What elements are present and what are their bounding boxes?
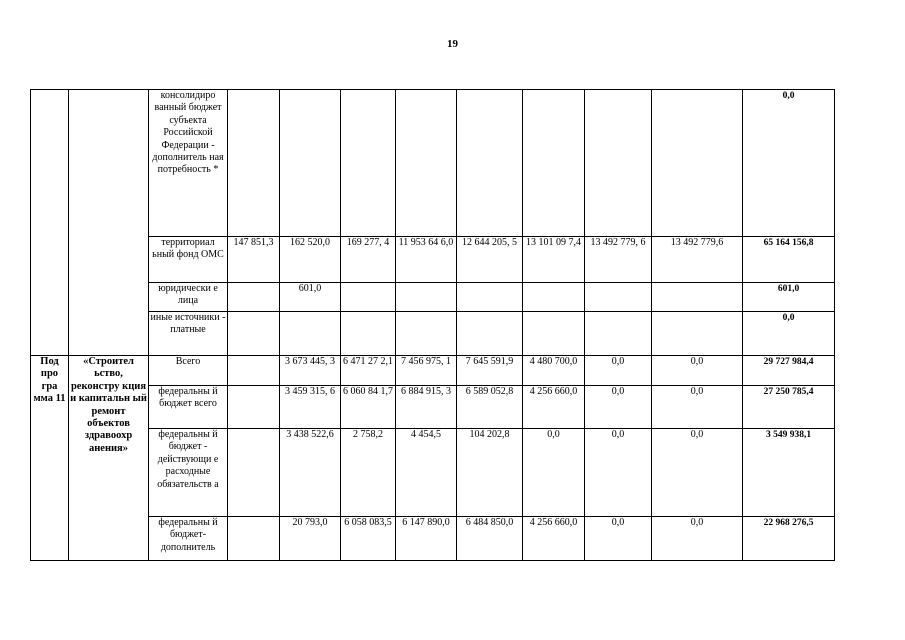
value-cell bbox=[228, 312, 280, 356]
value-cell: 6 058 083,5 bbox=[341, 517, 396, 561]
value-cell: 11 953 64 6,0 bbox=[396, 237, 457, 283]
value-cell: 601,0 bbox=[280, 283, 341, 312]
value-cell bbox=[228, 90, 280, 237]
value-cell bbox=[396, 90, 457, 237]
source-cell: консолидиро ванный бюджет субъекта Российской Федерации - дополнитель ная потребность * bbox=[149, 90, 228, 237]
value-cell bbox=[585, 283, 652, 312]
table-row bbox=[31, 517, 835, 561]
table-row bbox=[31, 283, 835, 312]
value-cell: 0,0 bbox=[652, 429, 743, 517]
value-cell: 0,0 bbox=[585, 356, 652, 386]
value-cell: 0,0 bbox=[652, 356, 743, 386]
subprogram-label: Под про гра мма 11 bbox=[31, 356, 69, 561]
budget-table bbox=[30, 89, 835, 561]
total-cell: 65 164 156,8 bbox=[743, 237, 835, 283]
program-name-cell-empty bbox=[69, 90, 149, 356]
value-cell bbox=[228, 386, 280, 429]
value-cell bbox=[341, 312, 396, 356]
subprogram-name: «Строител ьство, реконстру кция и капитальн ый ремонт объектов здравоохр анения» bbox=[69, 356, 149, 561]
value-cell bbox=[228, 429, 280, 517]
total-cell: 27 250 785,4 bbox=[743, 386, 835, 429]
value-cell bbox=[228, 517, 280, 561]
source-cell: Всего bbox=[149, 356, 228, 386]
source-cell: федеральны й бюджет - действующи е расходные обязательств а bbox=[149, 429, 228, 517]
value-cell bbox=[457, 283, 523, 312]
value-cell: 6 884 915, 3 bbox=[396, 386, 457, 429]
source-cell: федеральны й бюджет всего bbox=[149, 386, 228, 429]
value-cell: 4 256 660,0 bbox=[523, 386, 585, 429]
table-row bbox=[31, 90, 835, 237]
value-cell bbox=[652, 312, 743, 356]
total-cell: 22 968 276,5 bbox=[743, 517, 835, 561]
value-cell bbox=[523, 90, 585, 237]
value-cell: 4 454,5 bbox=[396, 429, 457, 517]
value-cell: 169 277, 4 bbox=[341, 237, 396, 283]
value-cell: 4 480 700,0 bbox=[523, 356, 585, 386]
value-cell: 0,0 bbox=[652, 517, 743, 561]
value-cell: 13 492 779,6 bbox=[652, 237, 743, 283]
value-cell bbox=[652, 90, 743, 237]
table-row bbox=[31, 386, 835, 429]
total-cell: 0,0 bbox=[743, 90, 835, 237]
value-cell bbox=[341, 90, 396, 237]
source-cell: иные источники - платные bbox=[149, 312, 228, 356]
value-cell: 7 645 591,9 bbox=[457, 356, 523, 386]
value-cell: 3 673 445, 3 bbox=[280, 356, 341, 386]
source-cell: федеральны й бюджет- дополнитель bbox=[149, 517, 228, 561]
value-cell: 2 758,2 bbox=[341, 429, 396, 517]
value-cell: 20 793,0 bbox=[280, 517, 341, 561]
source-cell: территориал ьный фонд ОМС bbox=[149, 237, 228, 283]
value-cell bbox=[585, 312, 652, 356]
total-cell: 0,0 bbox=[743, 312, 835, 356]
total-cell: 601,0 bbox=[743, 283, 835, 312]
value-cell bbox=[341, 283, 396, 312]
value-cell: 162 520,0 bbox=[280, 237, 341, 283]
total-cell: 29 727 984,4 bbox=[743, 356, 835, 386]
value-cell: 6 060 84 1,7 bbox=[341, 386, 396, 429]
value-cell bbox=[228, 356, 280, 386]
value-cell: 6 589 052,8 bbox=[457, 386, 523, 429]
value-cell bbox=[396, 312, 457, 356]
total-cell: 3 549 938,1 bbox=[743, 429, 835, 517]
value-cell: 13 101 09 7,4 bbox=[523, 237, 585, 283]
source-cell: юридически е лица bbox=[149, 283, 228, 312]
value-cell: 3 459 315, 6 bbox=[280, 386, 341, 429]
table-row bbox=[31, 429, 835, 517]
table-row bbox=[31, 237, 835, 283]
value-cell: 0,0 bbox=[585, 429, 652, 517]
value-cell: 147 851,3 bbox=[228, 237, 280, 283]
program-cell-empty bbox=[31, 90, 69, 356]
value-cell: 6 484 850,0 bbox=[457, 517, 523, 561]
value-cell: 0,0 bbox=[585, 386, 652, 429]
value-cell: 4 256 660,0 bbox=[523, 517, 585, 561]
value-cell: 0,0 bbox=[652, 386, 743, 429]
page-number: 19 bbox=[447, 38, 458, 50]
value-cell: 0,0 bbox=[585, 517, 652, 561]
table-row bbox=[31, 312, 835, 356]
value-cell bbox=[457, 312, 523, 356]
value-cell bbox=[523, 312, 585, 356]
value-cell bbox=[652, 283, 743, 312]
value-cell bbox=[523, 283, 585, 312]
value-cell bbox=[396, 283, 457, 312]
value-cell bbox=[457, 90, 523, 237]
value-cell: 6 147 890,0 bbox=[396, 517, 457, 561]
value-cell: 104 202,8 bbox=[457, 429, 523, 517]
table-row bbox=[31, 356, 835, 386]
value-cell bbox=[585, 90, 652, 237]
value-cell: 0,0 bbox=[523, 429, 585, 517]
value-cell: 7 456 975, 1 bbox=[396, 356, 457, 386]
value-cell: 13 492 779, 6 bbox=[585, 237, 652, 283]
value-cell: 12 644 205, 5 bbox=[457, 237, 523, 283]
value-cell bbox=[280, 90, 341, 237]
value-cell: 3 438 522,6 bbox=[280, 429, 341, 517]
value-cell: 6 471 27 2,1 bbox=[341, 356, 396, 386]
value-cell bbox=[228, 283, 280, 312]
value-cell bbox=[280, 312, 341, 356]
